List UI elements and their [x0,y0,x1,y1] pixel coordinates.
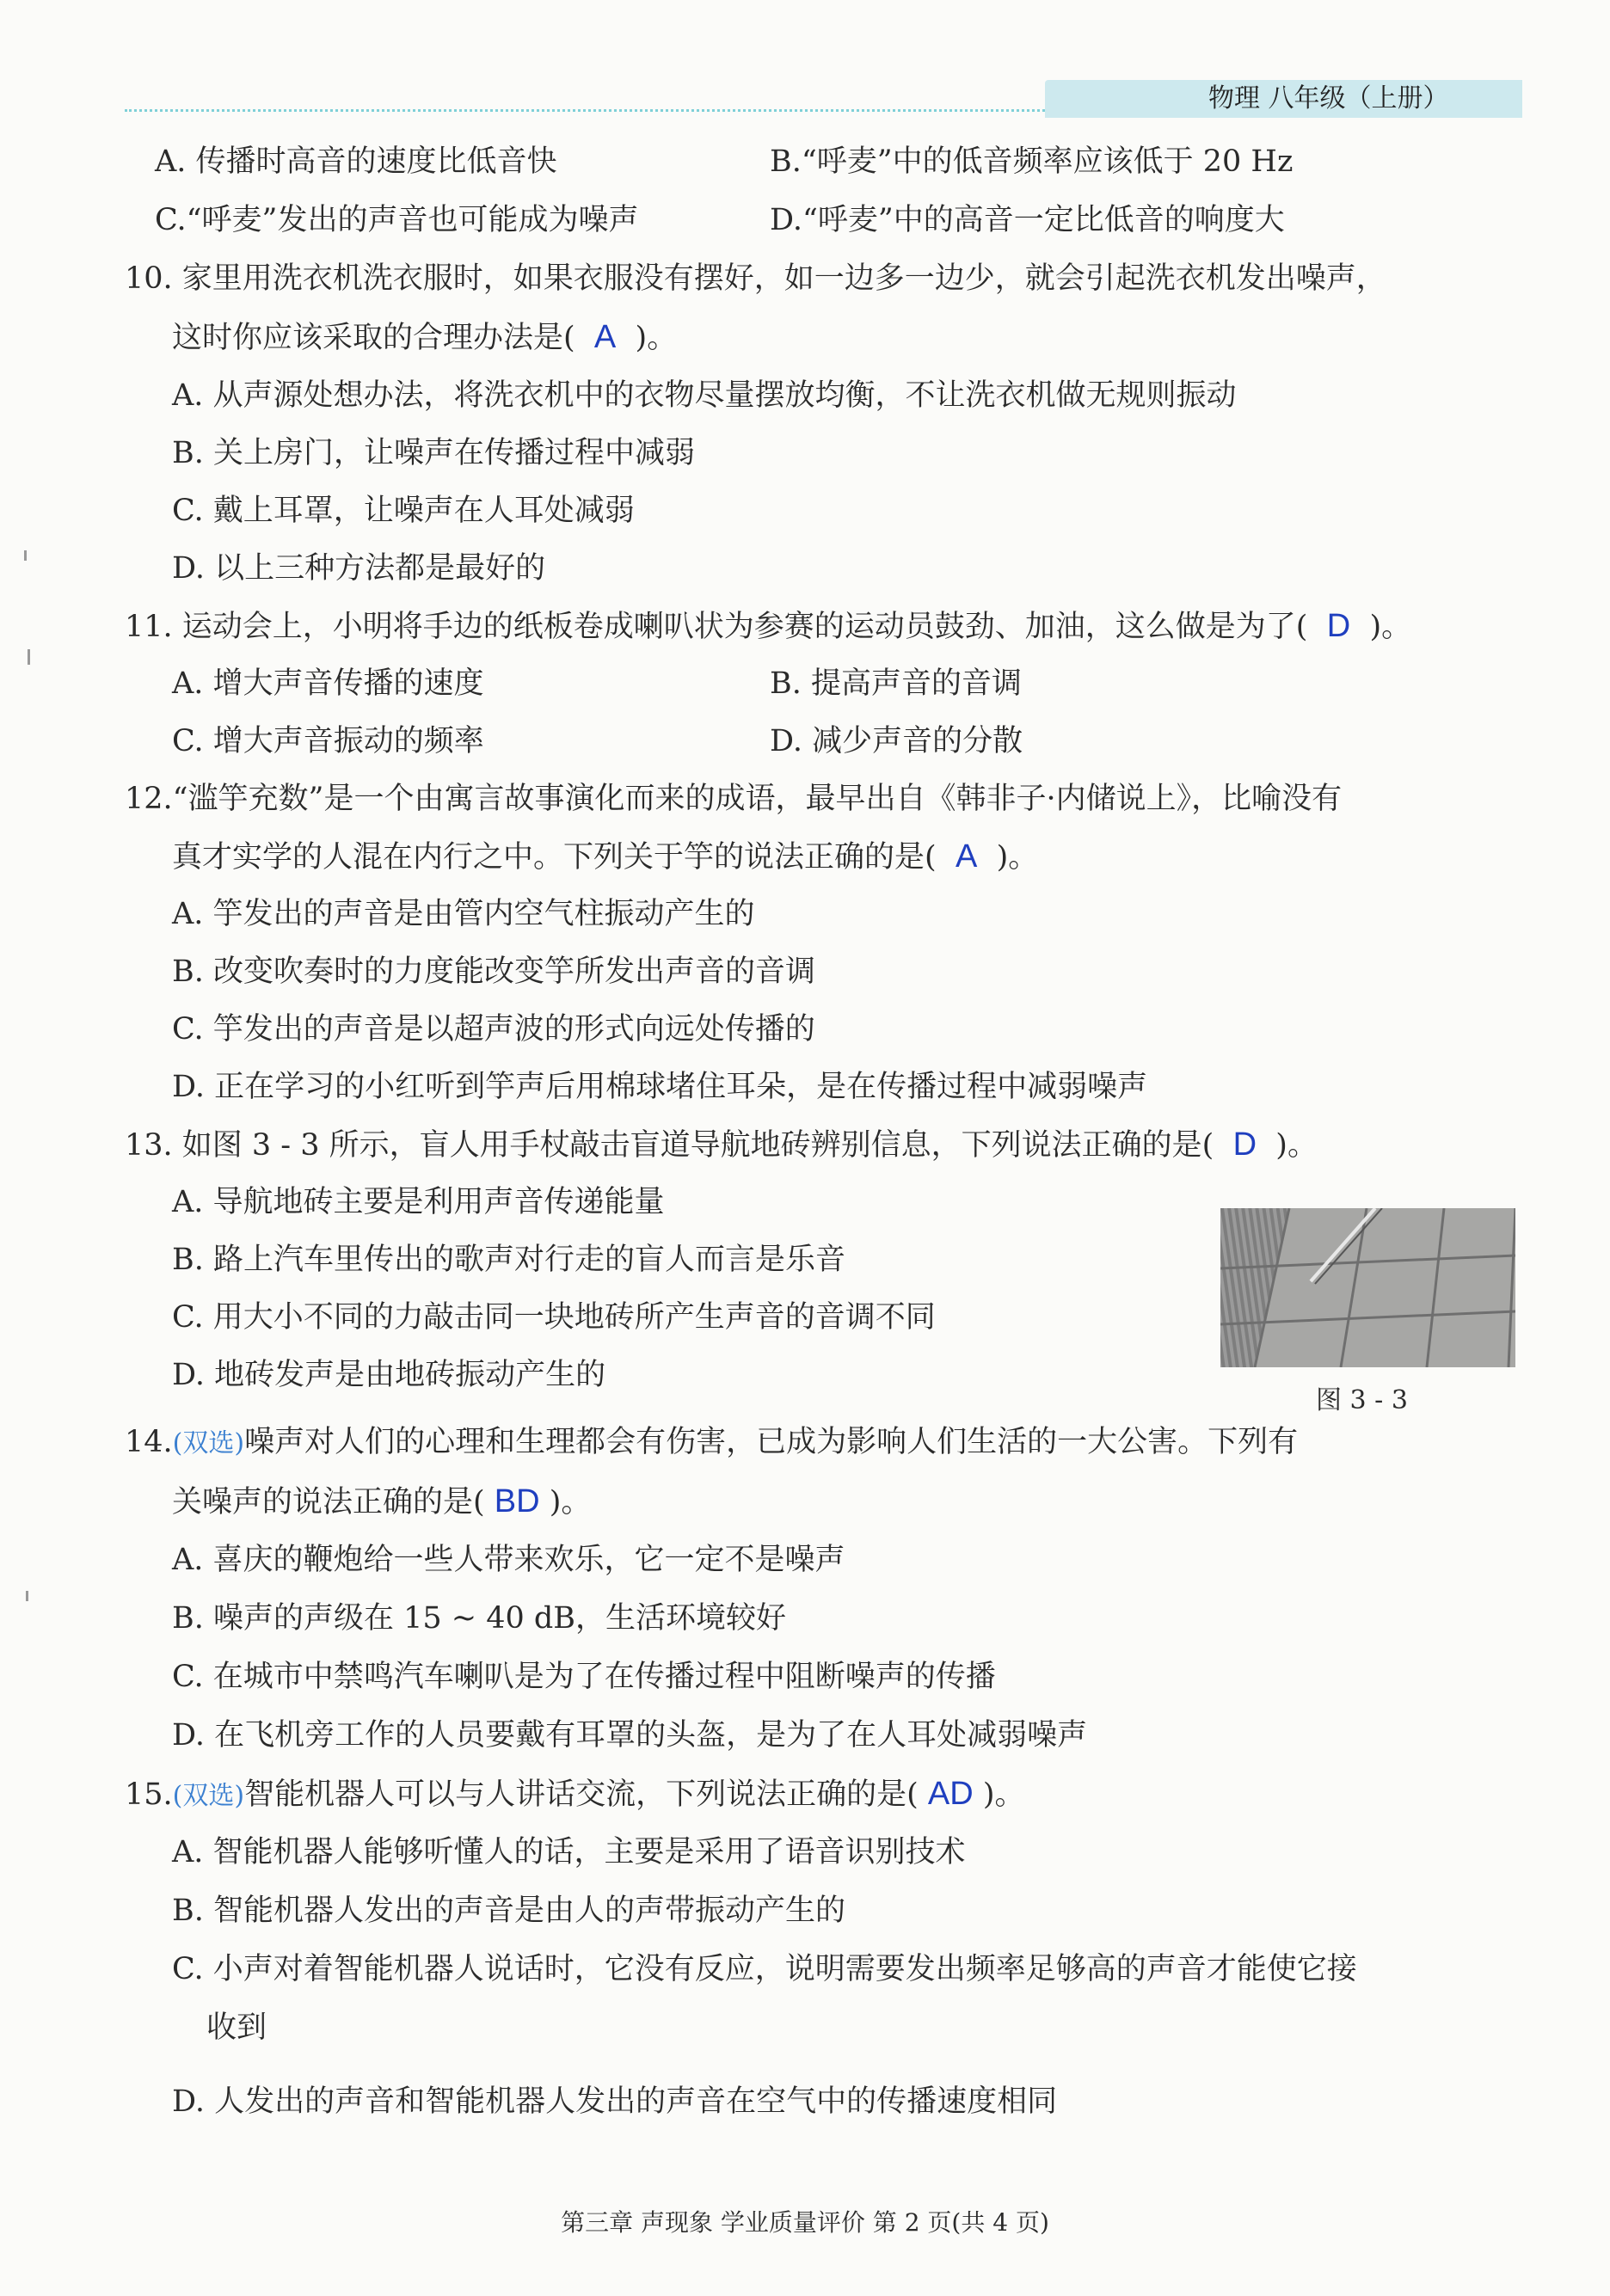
q11-stem-end: )。 [1369,610,1412,644]
q14-stem-text: 噪声对人们的心理和生理都会有伤害，已成为影响人们生活的一大公害。下列有 [244,1425,1299,1459]
q14-answer: BD [494,1483,540,1519]
q15-option-c-line1: C. 小声对着智能机器人说话时，它没有反应，说明需要发出频率足够高的声音才能使它接 [172,1952,1357,1986]
figure-3-3-photo [1220,1208,1515,1367]
q13-option-a: A. 导航地砖主要是利用声音传递能量 [172,1185,665,1219]
q13-option-b: B. 路上汽车里传出的歌声对行走的盲人而言是乐音 [172,1243,845,1277]
q15-stem [125,1773,1025,1817]
q13-option-d: D. 地砖发声是由地砖振动产生的 [172,1358,606,1392]
q14-number: 14. [125,1425,173,1459]
q9-option-a: A. 传播时高音的速度比低音快 [155,144,557,179]
q14-stem-text-2: 关噪声的说法正确的是( [172,1485,485,1519]
q14-option-b: B. 噪声的声级在 15 ~ 40 dB，生活环境较好 [172,1601,786,1636]
margin-mark [24,550,27,561]
header-title: 物理 八年级（上册） [1208,83,1449,114]
q14-stem-line2 [172,1481,591,1523]
q13-stem [125,1124,1318,1166]
header-subject-tab [1045,80,1522,118]
q12-option-c: C. 竽发出的声音是以超声波的形式向远处传播的 [172,1012,815,1047]
q15-option-b: B. 智能机器人发出的声音是由人的声带振动产生的 [172,1894,845,1928]
q11-option-b: B. 提高声音的音调 [770,666,1022,701]
q15-double-choice-tag: (双选) [172,1781,245,1811]
q10-stem-line1: 10. 家里用洗衣机洗衣服时，如果衣服没有摆好，如一边多一边少，就会引起洗衣机发出噪声， [125,261,1386,296]
q14-stem-end: )。 [549,1485,592,1519]
tactile-paving-illustration [1220,1208,1515,1367]
margin-mark [26,1591,28,1601]
q12-stem-text: 真才实学的人混在内行之中。下列关于竽的说法正确的是( [172,840,937,875]
q10-answer: A [593,319,617,355]
q15-stem-text: 智能机器人可以与人讲话交流，下列说法正确的是( [244,1777,919,1812]
q14-option-a: A. 喜庆的鞭炮给一些人带来欢乐，它一定不是噪声 [172,1543,845,1577]
q13-option-c: C. 用大小不同的力敲击同一块地砖所产生声音的音调不同 [172,1300,936,1335]
q15-number: 15. [125,1777,173,1812]
q12-stem-line2 [172,836,1038,878]
q15-option-d: D. 人发出的声音和智能机器人发出的声音在空气中的传播速度相同 [172,2084,1058,2119]
q11-stem [125,605,1411,648]
q13-answer: D [1232,1127,1257,1163]
q15-stem-end: )。 [982,1777,1025,1812]
q14-option-c: C. 在城市中禁鸣汽车喇叭是为了在传播过程中阻断噪声的传播 [172,1660,996,1694]
q9-option-d: D.“呼麦”中的高音一定比低音的响度大 [770,203,1285,237]
page-footer: 第三章 声现象 学业质量评价 第 2 页(共 4 页) [561,2208,1049,2237]
q12-answer: A [955,838,978,875]
q15-option-a: A. 智能机器人能够听懂人的话，主要是采用了语音识别技术 [172,1835,966,1869]
q11-option-d: D. 减少声音的分散 [770,724,1023,758]
q9-option-b: B.“呼麦”中的低音频率应该低于 20 Hz [770,144,1294,179]
q12-option-a: A. 竽发出的声音是由管内空气柱振动产生的 [172,897,755,931]
q11-answer: D [1326,608,1351,644]
q13-stem-end: )。 [1275,1128,1318,1163]
q9-option-c: C.“呼麦”发出的声音也可能成为噪声 [155,203,639,237]
q15-option-c-line2: 收到 [206,2011,267,2045]
margin-mark [28,649,30,665]
header-divider [125,109,1045,112]
q12-stem-end: )。 [996,840,1039,875]
q10-option-a: A. 从声源处想办法，将洗衣机中的衣物尽量摆放均衡，不让洗衣机做无规则振动 [172,378,1237,413]
q10-option-d: D. 以上三种方法都是最好的 [172,551,546,586]
q10-stem-line2 [172,316,677,359]
q10-option-c: C. 戴上耳罩，让噪声在人耳处减弱 [172,494,635,528]
q11-option-a: A. 增大声音传播的速度 [172,666,484,701]
q14-stem-line1 [125,1421,1298,1464]
q15-answer: AD [927,1776,974,1812]
q10-stem-text: 这时你应该采取的合理办法是( [172,321,575,355]
q12-stem-line1: 12.“滥竽充数”是一个由寓言故事演化而来的成语，最早出自《韩非子·内储说上》，比喻没有 [125,782,1343,816]
q10-option-b: B. 关上房门，让噪声在传播过程中减弱 [172,436,695,470]
q12-option-d: D. 正在学习的小红听到竽声后用棉球堵住耳朵，是在传播过程中减弱噪声 [172,1070,1148,1104]
q11-stem-text: 11. 运动会上，小明将手边的纸板卷成喇叭状为参赛的运动员鼓劲、加油，这么做是为了( [125,610,1308,644]
q12-option-b: B. 改变吹奏时的力度能改变竽所发出声音的音调 [172,955,815,989]
q14-double-choice-tag: (双选) [172,1428,245,1458]
q14-option-d: D. 在飞机旁工作的人员要戴有耳罩的头盔，是为了在人耳处减弱噪声 [172,1718,1088,1753]
q11-option-c: C. 增大声音振动的频率 [172,724,484,758]
q10-stem-end: )。 [635,321,678,355]
q13-stem-text: 13. 如图 3 - 3 所示，盲人用手杖敲击盲道导航地砖辨别信息，下列说法正确的是( [125,1128,1214,1163]
figure-caption: 图 3 - 3 [1316,1385,1408,1415]
